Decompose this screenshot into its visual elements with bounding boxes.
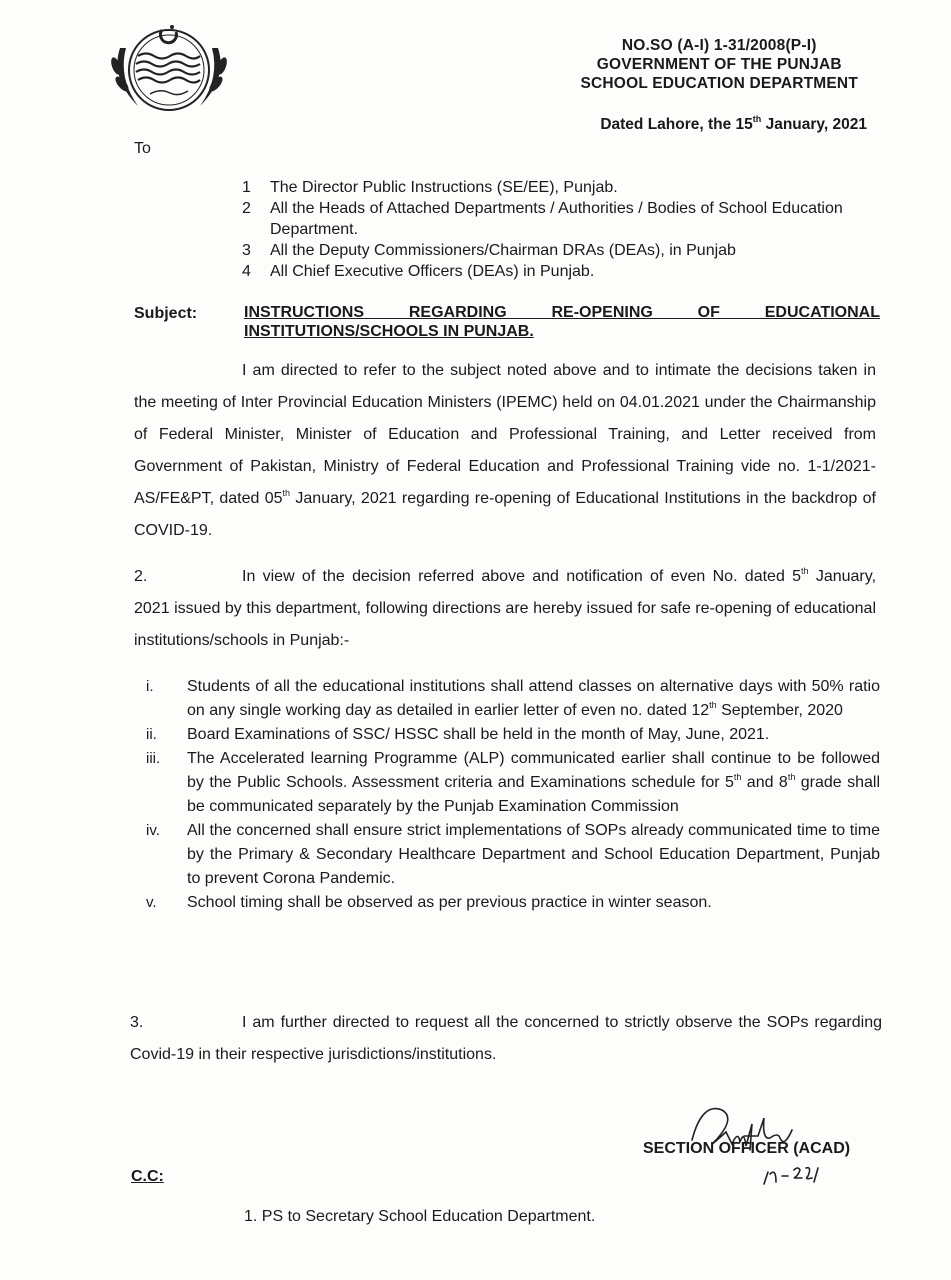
department-name: SCHOOL EDUCATION DEPARTMENT: [580, 75, 858, 92]
list-item: v. School timing shall be observed as per previous practice in winter season.: [146, 894, 712, 911]
list-item: 3 All the Deputy Commissioners/Chairman DRAs (DEAs), in Punjab: [242, 242, 736, 259]
list-item: ii. Board Examinations of SSC/ HSSC shall be held in the month of May, June, 2021.: [146, 726, 770, 743]
list-item: 1 The Director Public Instructions (SE/EE), Punjab.: [242, 179, 618, 196]
list-item: i. Students of all the educational institutions shall attend classes on alternative days with 50% ratio on any single working day as detailed in earlier letter of even no. dated 12th September, 2020: [146, 678, 880, 719]
directions-list: [134, 675, 880, 915]
paragraph-1: I am directed to refer to the subject noted above and to intimate the decisions taken in the meeting of Inter Provincial Education Ministers (IPEMC) held on 04.01.2021 under the Chairmanship of Federal Minister, Minister of Education and Professional Training, and Letter received from Government of Pakistan, Ministry of Federal Education and Professional Training vide no. 1-1/2021-AS/FE&PT, dated 05th January, 2021 regarding re-opening of Educational Institutions in the backdrop of COVID-19.: [134, 362, 877, 539]
paragraph-2: 2. In view of the decision referred above and notification of even No. dated 5th January, 2021 issued by this department, following directions are hereby issued for safe re-opening of educational institutions/schools in Punjab:-: [134, 566, 877, 649]
cc-label: C.C:: [131, 1168, 164, 1185]
letterhead: [580, 36, 858, 93]
subject-line-1: INSTRUCTIONS REGARDING RE-OPENING OF EDUCATIONAL: [244, 304, 880, 321]
list-item: 2 All the Heads of Attached Departments / Authorities / Bodies of School Education Department.: [242, 200, 843, 238]
government-name: GOVERNMENT OF THE PUNJAB: [596, 56, 842, 73]
paragraph-3: 3. I am further directed to request all the concerned to strictly observe the SOPs regarding Covid-19 in their respective jurisdictions/institutions.: [130, 1014, 882, 1063]
cc-item: 1. PS to Secretary School Education Department.: [244, 1208, 596, 1225]
list-item: iv. All the concerned shall ensure strict implementations of SOPs already communicated time to time by the Primary & Secondary Healthcare Department and School Education Department, Punjab to prevent Corona Pandemic.: [146, 822, 880, 887]
to-label: To: [134, 140, 151, 157]
list-item: 4 All Chief Executive Officers (DEAs) in Punjab.: [242, 263, 595, 280]
reference-number: NO.SO (A-I) 1-31/2008(P-I): [621, 37, 817, 54]
government-emblem: [96, 18, 242, 130]
addressee-list: [236, 177, 856, 282]
list-item: iii. The Accelerated learning Programme (ALP) communicated earlier shall continue to be followed by the Public Schools. Assessment criteria and Examinations schedule for 5th and 8th grade shall be communicated separately by the Punjab Examination Commission: [146, 750, 881, 815]
subject-label: Subject:: [134, 305, 198, 322]
signatory-title: SECTION OFFICER (ACAD): [643, 1140, 851, 1157]
subject-line-2: INSTITUTIONS/SCHOOLS IN PUNJAB.: [244, 323, 534, 340]
letter-date: Dated Lahore, the 15th January, 2021: [600, 114, 867, 133]
